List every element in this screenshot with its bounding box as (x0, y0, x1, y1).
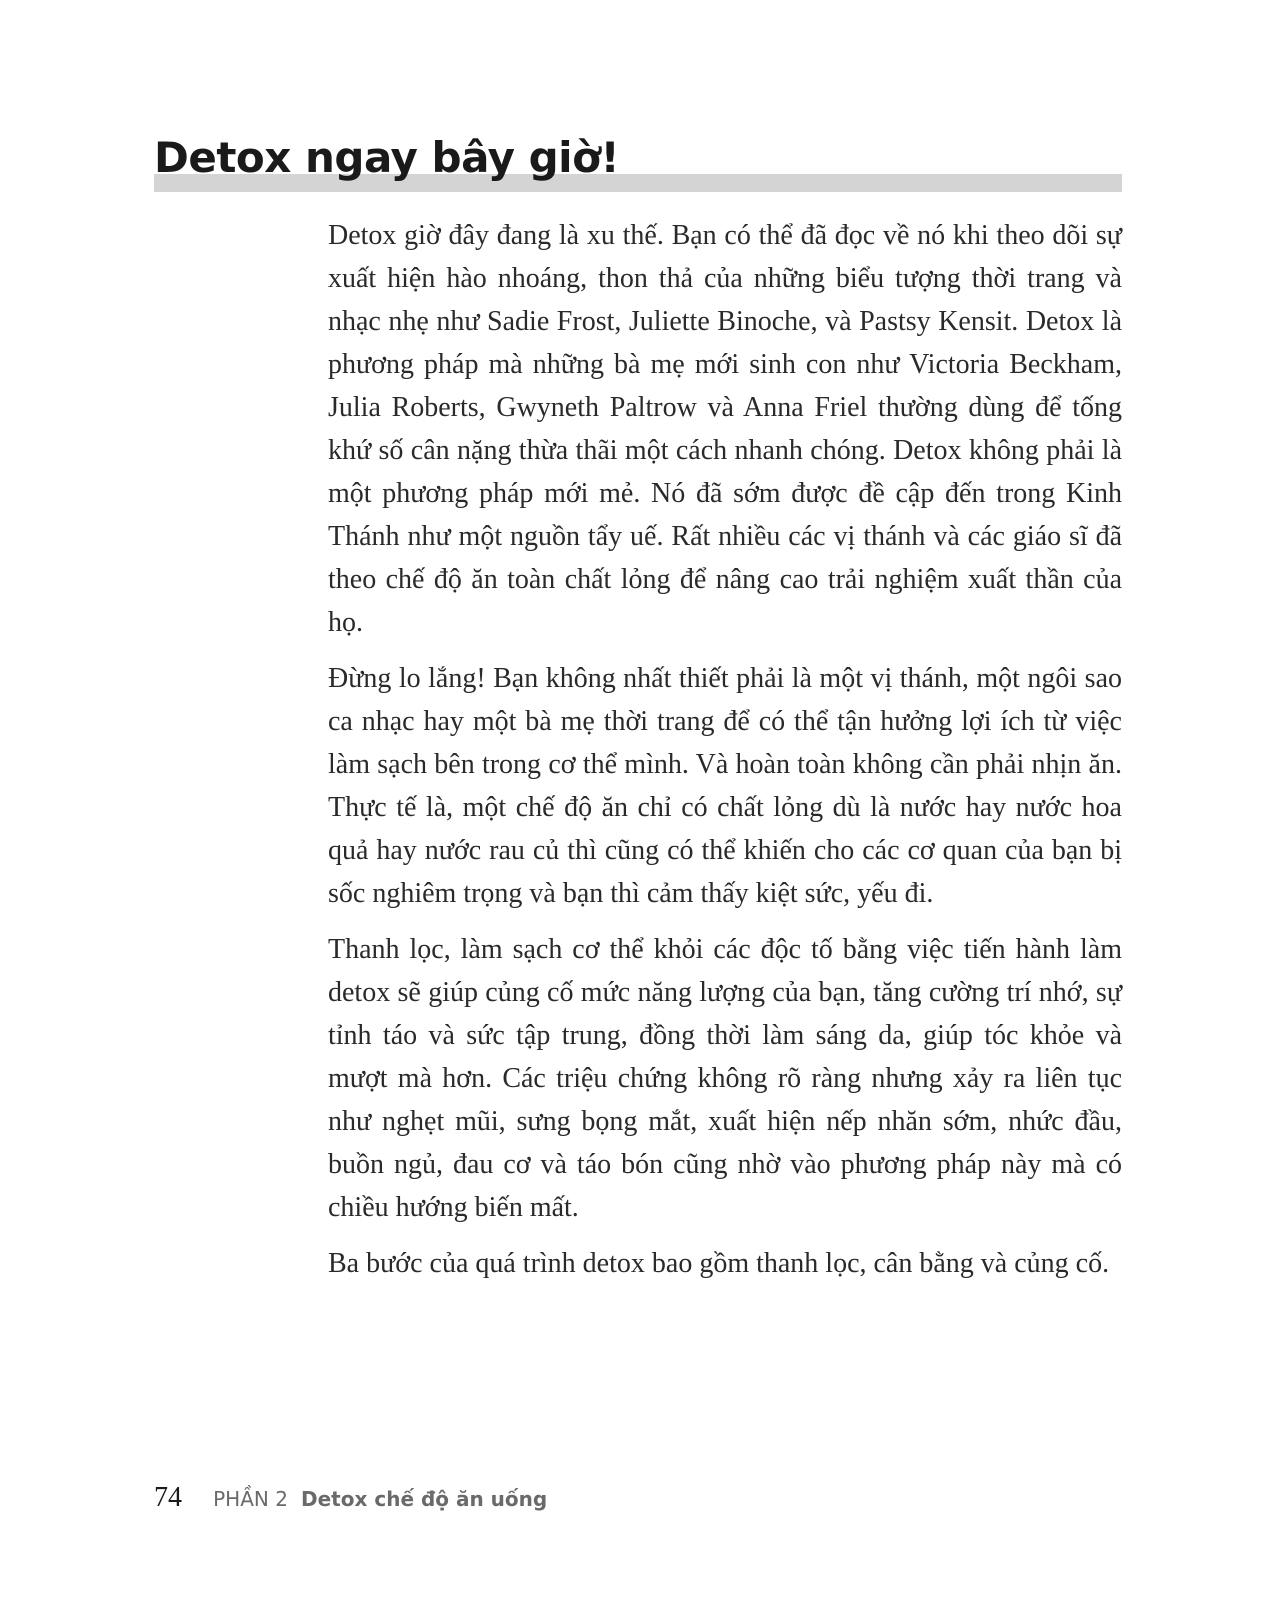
paragraph-4: Ba bước của quá trình detox bao gồm thanh lọc, cân bằng và củng cố. (328, 1248, 1110, 1279)
part-label: PHẦN 2 (213, 1487, 288, 1511)
chapter-title: Detox chế độ ăn uống (301, 1487, 548, 1511)
paragraph-1: Detox giờ đây đang là xu thế. Bạn có thể đã đọc về nó khi theo dõi sự xuất hiện hào nhoáng, thon thả của những biểu tượng thời trang và nhạc nhẹ như Sadie Frost, Juliette Binoche, và Pastsy Kensit. Detox là phương pháp mà những bà mẹ mới sinh con như Victoria Beckham, Julia Roberts, Gwyneth Paltrow và Anna Friel thường dùng để tống khứ số cân nặng thừa thãi một cách nhanh chóng. Detox không phải là một phương pháp mới mẻ. Nó đã sớm được đề cập đến trong Kinh Thánh như một nguồn tẩy uế. Rất nhiều các vị thánh và các giáo sĩ đã theo chế độ ăn toàn chất lỏng để nâng cao trải nghiệm xuất thần của họ. (328, 220, 1122, 638)
section-heading-block (154, 128, 1122, 194)
paragraph-3: Thanh lọc, làm sạch cơ thể khỏi các độc tố bằng việc tiến hành làm detox sẽ giúp củng cố mức năng lượng của bạn, tăng cường trí nhớ, sự tỉnh táo và sức tập trung, đồng thời làm sáng da, giúp tóc khỏe và mượt mà hơn. Các triệu chứng không rõ ràng nhưng xảy ra liên tục như nghẹt mũi, sưng bọng mắt, xuất hiện nếp nhăn sớm, nhức đầu, buồn ngủ, đau cơ và táo bón cũng nhờ vào phương pháp này mà có chiều hướng biến mất. (328, 934, 1122, 1223)
page-number: 74 (154, 1482, 182, 1513)
page-footer (154, 1482, 547, 1522)
section-heading: Detox ngay bây giờ! (154, 133, 620, 182)
body-text (328, 214, 1122, 1298)
paragraph-2: Đừng lo lắng! Bạn không nhất thiết phải là một vị thánh, một ngôi sao ca nhạc hay một bà mẹ thời trang để có thể tận hưởng lợi ích từ việc làm sạch bên trong cơ thể mình. Và hoàn toàn không cần phải nhịn ăn. Thực tế là, một chế độ ăn chỉ có chất lỏng dù là nước hay nước hoa quả hay nước rau củ thì cũng có thể khiến cho các cơ quan của bạn bị sốc nghiêm trọng và bạn thì cảm thấy kiệt sức, yếu đi. (328, 663, 1122, 909)
